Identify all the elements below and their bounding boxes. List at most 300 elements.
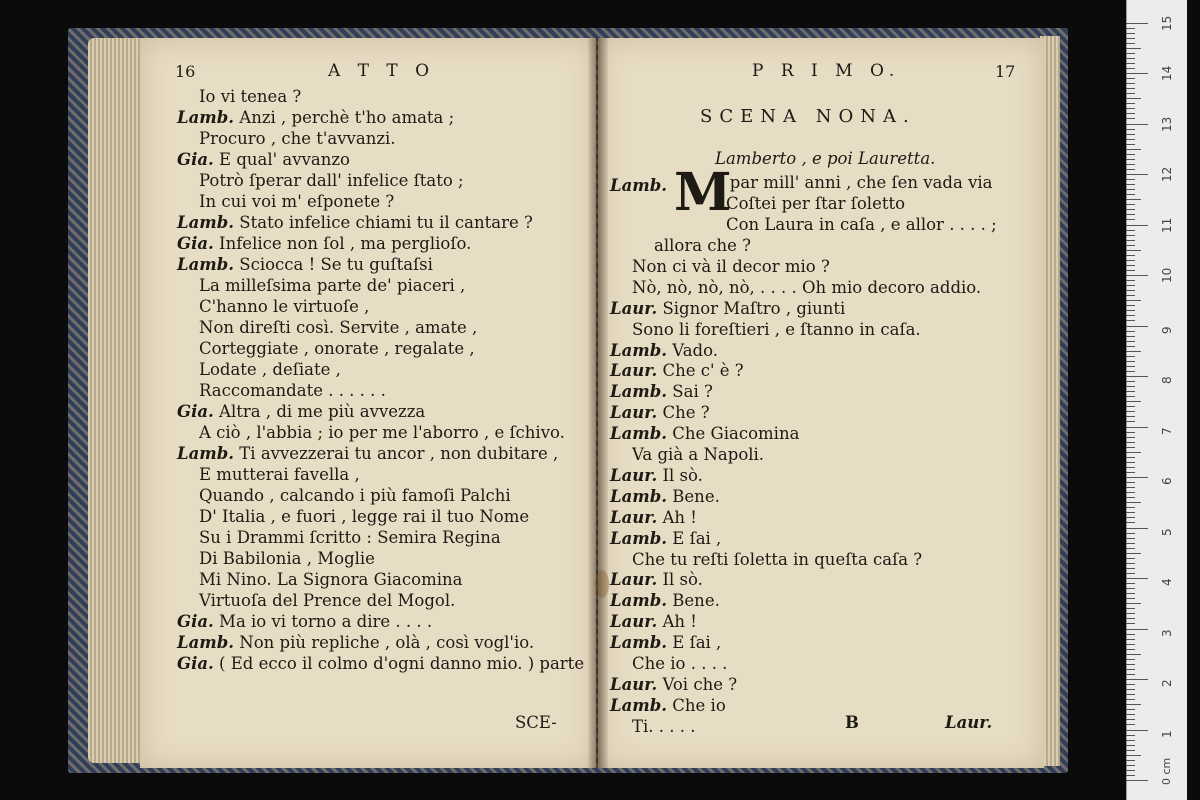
ruler-tick: [1126, 512, 1135, 513]
text-line: Coſtei per ſtar ſoletto: [726, 194, 906, 213]
ruler-tick: [1126, 477, 1148, 478]
line-text: Sono li foreſtieri , e ſtanno in caſa.: [632, 319, 921, 339]
ruler-number: 2: [1160, 679, 1174, 687]
text-line: [632, 549, 922, 570]
ruler-tick: [1126, 467, 1135, 468]
ruler-tick: [1126, 649, 1135, 650]
ruler-number: 5: [1160, 527, 1174, 536]
line-text: Bene.: [672, 591, 720, 611]
line-text: D' Italia , e fuori , legge rai il tuo Nome: [199, 507, 530, 526]
line-text: ( Ed ecco il colmo d'ogni danno mio. ) parte: [219, 654, 585, 673]
ruler-tick: [1126, 421, 1135, 422]
ruler-number: 14: [1160, 65, 1174, 81]
ruler-number: 3: [1160, 628, 1174, 637]
ruler-tick: [1126, 735, 1135, 736]
text-line: [610, 528, 721, 549]
ruler-tick: [1126, 43, 1135, 44]
ruler-tick: [1126, 376, 1148, 377]
ruler-tick: [1126, 618, 1135, 619]
line-text: Non più repliche , olà , così vogl'io.: [239, 633, 535, 652]
ruler-tick: [1126, 780, 1148, 781]
book-gutter: [588, 38, 608, 768]
text-line: [610, 569, 703, 590]
ruler-tick: [1126, 83, 1135, 84]
speaker-label: Gia.: [177, 150, 214, 169]
line-text: Non ci và il decor mio ?: [632, 256, 830, 276]
ruler-tick: [1126, 608, 1135, 609]
ruler-tick: [1126, 507, 1135, 508]
text-line: [632, 277, 981, 298]
line-text: Il sò.: [662, 570, 703, 590]
ruler-tick: [1126, 750, 1135, 751]
speaker-label: Lamb.: [610, 340, 668, 360]
text-line: [610, 611, 697, 632]
ink-stain: [595, 570, 609, 598]
text-line: [610, 402, 710, 423]
ruler-tick: [1126, 184, 1135, 185]
speaker-label: Laur.: [610, 403, 658, 423]
ruler-tick: [1126, 103, 1135, 104]
line-text: E ſai ,: [672, 528, 722, 548]
ruler-tick: [1126, 689, 1135, 690]
text-line: [177, 401, 425, 422]
text-line: [610, 381, 713, 402]
text-line: [632, 653, 727, 674]
ruler-tick: [1126, 699, 1135, 700]
speaker-label: Lamb.: [610, 176, 668, 195]
line-text: Non direſti così. Servite , amate ,: [199, 318, 478, 337]
text-line: [199, 380, 386, 401]
ruler-tick: [1126, 548, 1135, 549]
ruler-tick: [1126, 154, 1135, 155]
line-text: Altra , di me più avvezza: [219, 402, 426, 421]
ruler-tick: [1126, 28, 1135, 29]
line-text: Che c' è ?: [662, 361, 744, 381]
ruler-tick: [1126, 522, 1135, 523]
text-line: [177, 107, 454, 128]
line-text: Il sò.: [662, 465, 703, 485]
text-line: [177, 212, 533, 233]
line-text: E ſai ,: [672, 633, 722, 653]
ruler-tick: [1126, 225, 1148, 226]
text-line: [199, 506, 529, 527]
line-text: Ma io vi torno a dire . . . .: [219, 612, 433, 631]
ruler-tick: [1126, 78, 1135, 79]
speaker-label: Laur.: [610, 465, 658, 485]
ruler-tick: [1126, 204, 1135, 205]
text-line: [199, 422, 565, 443]
ruler-tick: [1126, 629, 1148, 630]
ruler-tick: [1126, 48, 1141, 49]
ruler-tick: [1126, 58, 1135, 59]
text-line: [177, 149, 350, 170]
left-page-number: 16: [175, 62, 196, 81]
line-text: Procuro , che t'avvanzi.: [199, 129, 396, 148]
text-line: [632, 716, 696, 737]
ruler-tick: [1126, 740, 1135, 741]
ruler-tick: [1126, 770, 1135, 771]
text-line: [199, 86, 301, 107]
text-line: [610, 632, 721, 653]
ruler-tick: [1126, 73, 1148, 74]
ruler-tick: [1126, 209, 1135, 210]
ruler-tick: [1126, 285, 1135, 286]
ruler-number: 9: [1160, 325, 1174, 334]
text-line: [632, 256, 830, 277]
line-text: C'hanno le virtuoſe ,: [199, 297, 370, 316]
ruler-tick: [1126, 487, 1135, 488]
ruler-tick: [1126, 427, 1148, 428]
text-line: [199, 569, 462, 590]
ruler-number: 13: [1160, 116, 1174, 132]
ruler-tick: [1126, 174, 1148, 175]
ruler-tick: [1126, 588, 1135, 589]
text-line: [199, 296, 369, 317]
line-text: E mutterai favella ,: [199, 465, 360, 484]
line-text: Stato infelice chiami tu il cantare ?: [239, 213, 533, 232]
scene-subtitle: Lamberto , e poi Lauretta.: [715, 149, 936, 168]
text-line: [199, 275, 465, 296]
line-text: Ti avvezzerai tu ancor , non dubitare ,: [239, 444, 559, 463]
speaker-label: Gia.: [177, 612, 214, 631]
line-text: Ah !: [662, 612, 697, 632]
speaker-label: Gia.: [177, 402, 214, 421]
text-line: [610, 507, 697, 528]
line-text: Bene.: [672, 486, 720, 506]
line-text: Potrò ſperar dall' infelice ſtato ;: [199, 171, 464, 190]
ruler-tick: [1126, 129, 1135, 130]
ruler-tick: [1126, 265, 1135, 266]
ruler-number: 1: [1160, 729, 1174, 738]
text-line: [610, 423, 799, 444]
measurement-ruler: [1126, 0, 1187, 800]
ruler-tick: [1126, 33, 1135, 34]
ruler-tick: [1126, 406, 1135, 407]
ruler-tick: [1126, 654, 1141, 655]
line-text: La milleſsima parte de' piaceri ,: [199, 276, 466, 295]
ruler-tick: [1126, 391, 1135, 392]
ruler-tick: [1126, 108, 1135, 109]
ruler-tick: [1126, 694, 1135, 695]
ruler-tick: [1126, 300, 1141, 301]
ruler-tick: [1126, 134, 1135, 135]
ruler-tick: [1126, 669, 1135, 670]
ruler-tick: [1126, 760, 1135, 761]
ruler-tick: [1126, 452, 1141, 453]
line-text: Che io . . . .: [632, 654, 728, 673]
ruler-tick: [1126, 219, 1135, 220]
line-text: Va già a Napoli.: [632, 445, 765, 464]
text-line: [199, 128, 396, 149]
ruler-tick: [1126, 775, 1135, 776]
signature-mark: B: [845, 713, 859, 732]
line-text: Sai ?: [672, 382, 713, 402]
ruler-tick: [1126, 563, 1135, 564]
text-line: [199, 527, 501, 548]
line-text: Virtuoſa del Prence del Mogol.: [199, 591, 456, 610]
text-line: [610, 360, 744, 381]
text-line: [654, 235, 751, 256]
ruler-tick: [1126, 149, 1141, 150]
text-line: [632, 319, 921, 340]
text-line: [177, 632, 534, 653]
text-line: [610, 465, 703, 486]
ruler-tick: [1126, 462, 1135, 463]
ruler-tick: [1126, 113, 1135, 114]
text-line: Con Laura in caſa , e allor . . . . ;: [726, 215, 997, 234]
ruler-number: 8: [1160, 376, 1174, 384]
ruler-tick: [1126, 593, 1135, 594]
line-text: Che ?: [662, 403, 710, 423]
ruler-tick: [1126, 755, 1141, 756]
ruler-tick: [1126, 472, 1135, 473]
ruler-tick: [1126, 194, 1135, 195]
left-running-head: A T T O: [328, 61, 436, 81]
ruler-tick: [1126, 613, 1135, 614]
ruler-tick: [1126, 401, 1141, 402]
text-line: [199, 548, 375, 569]
ruler-tick: [1126, 437, 1135, 438]
line-text: A ciò , l'abbia ; io per me l'aborro , e ſchivo.: [199, 423, 565, 442]
ruler-tick: [1126, 447, 1135, 448]
ruler-tick: [1126, 240, 1135, 241]
text-line: [199, 170, 464, 191]
ruler-tick: [1126, 411, 1135, 412]
text-line: [610, 340, 718, 361]
ruler-number: 15: [1160, 15, 1174, 31]
ruler-tick: [1126, 396, 1135, 397]
speaker-label: Laur.: [610, 507, 658, 527]
ruler-tick: [1126, 371, 1135, 372]
ruler-tick: [1126, 659, 1135, 660]
drop-cap: M: [674, 162, 732, 223]
speaker-label: Gia.: [177, 234, 214, 253]
ruler-tick: [1126, 179, 1135, 180]
ruler-tick: [1126, 290, 1135, 291]
ruler-tick: [1126, 295, 1135, 296]
ruler-tick: [1126, 366, 1135, 367]
left-catchword: SCE-: [515, 713, 557, 732]
ruler-tick: [1126, 573, 1135, 574]
ruler-tick: [1126, 144, 1135, 145]
text-line: [177, 233, 471, 254]
ruler-tick: [1126, 533, 1135, 534]
ruler-tick: [1126, 583, 1135, 584]
ruler-tick: [1126, 704, 1141, 705]
text-line: [199, 317, 477, 338]
speaker-label: Lamb.: [610, 695, 668, 715]
line-text: Raccomandate . . . . . .: [199, 381, 386, 400]
ruler-tick: [1126, 745, 1135, 746]
ruler-tick: [1126, 634, 1135, 635]
ruler-tick: [1126, 517, 1135, 518]
text-line: [199, 590, 455, 611]
ruler-tick: [1126, 719, 1135, 720]
speaker-label: Lamb.: [610, 382, 668, 402]
ruler-tick: [1126, 346, 1135, 347]
ruler-tick: [1126, 326, 1148, 327]
ruler-tick: [1126, 93, 1135, 94]
speaker-label: Lamb.: [177, 108, 235, 127]
text-line: [177, 443, 558, 464]
ruler-tick: [1126, 442, 1135, 443]
text-line: [199, 191, 394, 212]
text-line: I par mill' anni , che ſen vada via: [718, 173, 993, 192]
ruler-tick: [1126, 280, 1135, 281]
ruler-tick: [1126, 164, 1135, 165]
ruler-tick: [1126, 275, 1148, 276]
ruler-tick: [1126, 159, 1135, 160]
ruler-tick: [1126, 245, 1135, 246]
speaker-label: Laur.: [610, 674, 658, 694]
speaker-label: Laur.: [610, 570, 658, 590]
ruler-tick: [1126, 416, 1135, 417]
ruler-tick: [1126, 98, 1141, 99]
ruler-tick: [1126, 336, 1135, 337]
ruler-tick: [1126, 118, 1135, 119]
line-text: Infelice non ſol , ma perglioſo.: [219, 234, 472, 253]
ruler-tick: [1126, 88, 1135, 89]
speaker-label: Gia.: [177, 654, 214, 673]
ruler-tick: [1126, 644, 1135, 645]
ruler-tick: [1126, 497, 1135, 498]
ruler-tick: [1126, 598, 1135, 599]
ruler-tick: [1126, 68, 1135, 69]
line-text: In cui voi m' eſponete ?: [199, 192, 395, 211]
ruler-tick: [1126, 124, 1148, 125]
text-line: [610, 298, 845, 319]
line-text: Corteggiate , onorate , regalate ,: [199, 339, 475, 358]
ruler-tick: [1126, 361, 1135, 362]
ruler-tick: [1126, 765, 1135, 766]
ruler-tick: [1126, 724, 1135, 725]
ruler-tick: [1126, 320, 1135, 321]
speaker-label: Lamb.: [177, 213, 235, 232]
ruler-tick: [1126, 381, 1135, 382]
right-catchword: Laur.: [945, 713, 993, 732]
ruler-tick: [1126, 639, 1135, 640]
ruler-tick: [1126, 714, 1135, 715]
line-text: Su i Drammi ſcritto : Semira Regina: [199, 528, 501, 547]
ruler-tick: [1126, 53, 1135, 54]
ruler-tick: [1126, 139, 1135, 140]
text-line: [177, 611, 432, 632]
ruler-tick: [1126, 331, 1135, 332]
ruler-tick: [1126, 528, 1148, 529]
ruler-tick: [1126, 310, 1135, 311]
ruler-tick: [1126, 492, 1135, 493]
speaker-label: Lamb.: [177, 633, 235, 652]
ruler-tick: [1126, 305, 1135, 306]
ruler-tick: [1126, 270, 1135, 271]
ruler-tick: [1126, 230, 1135, 231]
ruler-tick: [1126, 38, 1135, 39]
text-line: [177, 653, 584, 674]
ruler-number: 7: [1160, 426, 1174, 435]
line-text: Anzi , perchè t'ho amata ;: [239, 108, 455, 127]
ruler-number: 6: [1160, 477, 1174, 485]
ruler-tick: [1126, 558, 1135, 559]
ruler-tick: [1126, 189, 1135, 190]
text-line: [610, 695, 726, 716]
line-text: Io vi tenea ?: [199, 87, 302, 106]
ruler-tick: [1126, 63, 1135, 64]
line-text: Vado.: [672, 340, 718, 360]
ruler-tick: [1126, 315, 1135, 316]
text-line: [610, 590, 720, 611]
speaker-label: Lamb.: [610, 528, 668, 548]
ruler-tick: [1126, 578, 1148, 579]
ruler-number: 12: [1160, 166, 1174, 182]
ruler-tick: [1126, 538, 1135, 539]
ruler-tick: [1126, 543, 1135, 544]
ruler-tick: [1126, 23, 1148, 24]
speaker-label: Laur.: [610, 612, 658, 632]
ruler-tick: [1126, 664, 1135, 665]
ruler-unit: 0 cm: [1160, 757, 1173, 785]
line-text: Che tu reſti ſoletta in queſta caſa ?: [632, 549, 923, 569]
ruler-tick: [1126, 214, 1135, 215]
ruler-tick: [1126, 457, 1135, 458]
ruler-tick: [1126, 679, 1148, 680]
text-line: [177, 254, 433, 275]
ruler-number: 10: [1160, 267, 1174, 283]
ruler-tick: [1126, 553, 1141, 554]
line-text: Lodate , deſiate ,: [199, 360, 341, 379]
ruler-tick: [1126, 255, 1135, 256]
ruler-tick: [1126, 603, 1141, 604]
line-text: Nò, nò, nò, nò, . . . . Oh mio decoro addio.: [632, 277, 982, 297]
line-text: E qual' avvanzo: [219, 150, 350, 169]
ruler-tick: [1126, 568, 1135, 569]
ruler-tick: [1126, 730, 1148, 731]
line-text: Mi Nino. La Signora Giacomina: [199, 570, 463, 589]
ruler-tick: [1126, 169, 1135, 170]
speaker-label: Lamb.: [610, 633, 668, 653]
ruler-tick: [1126, 432, 1135, 433]
text-line: [199, 485, 511, 506]
line-text: Voi che ?: [662, 674, 738, 694]
line-text: Che io: [672, 695, 726, 715]
ruler-number: 4: [1160, 578, 1174, 586]
text-line: [610, 674, 737, 695]
ruler-tick: [1126, 260, 1135, 261]
ruler-tick: [1126, 482, 1135, 483]
text-line: [632, 444, 764, 465]
right-running-head: P R I M O.: [752, 61, 901, 81]
text-line: [199, 338, 475, 359]
text-line: [199, 464, 360, 485]
speaker-label: Lamb.: [177, 444, 235, 463]
speaker-label: Lamb.: [610, 591, 668, 611]
line-text: Ti. . . . .: [632, 716, 696, 736]
text-line: [610, 486, 720, 507]
line-text: Sciocca ! Se tu guſtaſsi: [239, 255, 433, 274]
ruler-tick: [1126, 386, 1135, 387]
ruler-tick: [1126, 709, 1135, 710]
speaker-label: Lamb.: [610, 486, 668, 506]
speaker-label: Laur.: [610, 298, 658, 318]
ruler-tick: [1126, 356, 1135, 357]
text-line: [199, 359, 341, 380]
line-text: Signor Maſtro , giunti: [662, 298, 846, 318]
scene-title: SCENA NONA.: [700, 106, 916, 127]
line-text: allora che ?: [654, 236, 752, 255]
speaker-label: Laur.: [610, 361, 658, 381]
ruler-tick: [1126, 684, 1135, 685]
ruler-tick: [1126, 341, 1135, 342]
ruler-tick: [1126, 250, 1141, 251]
